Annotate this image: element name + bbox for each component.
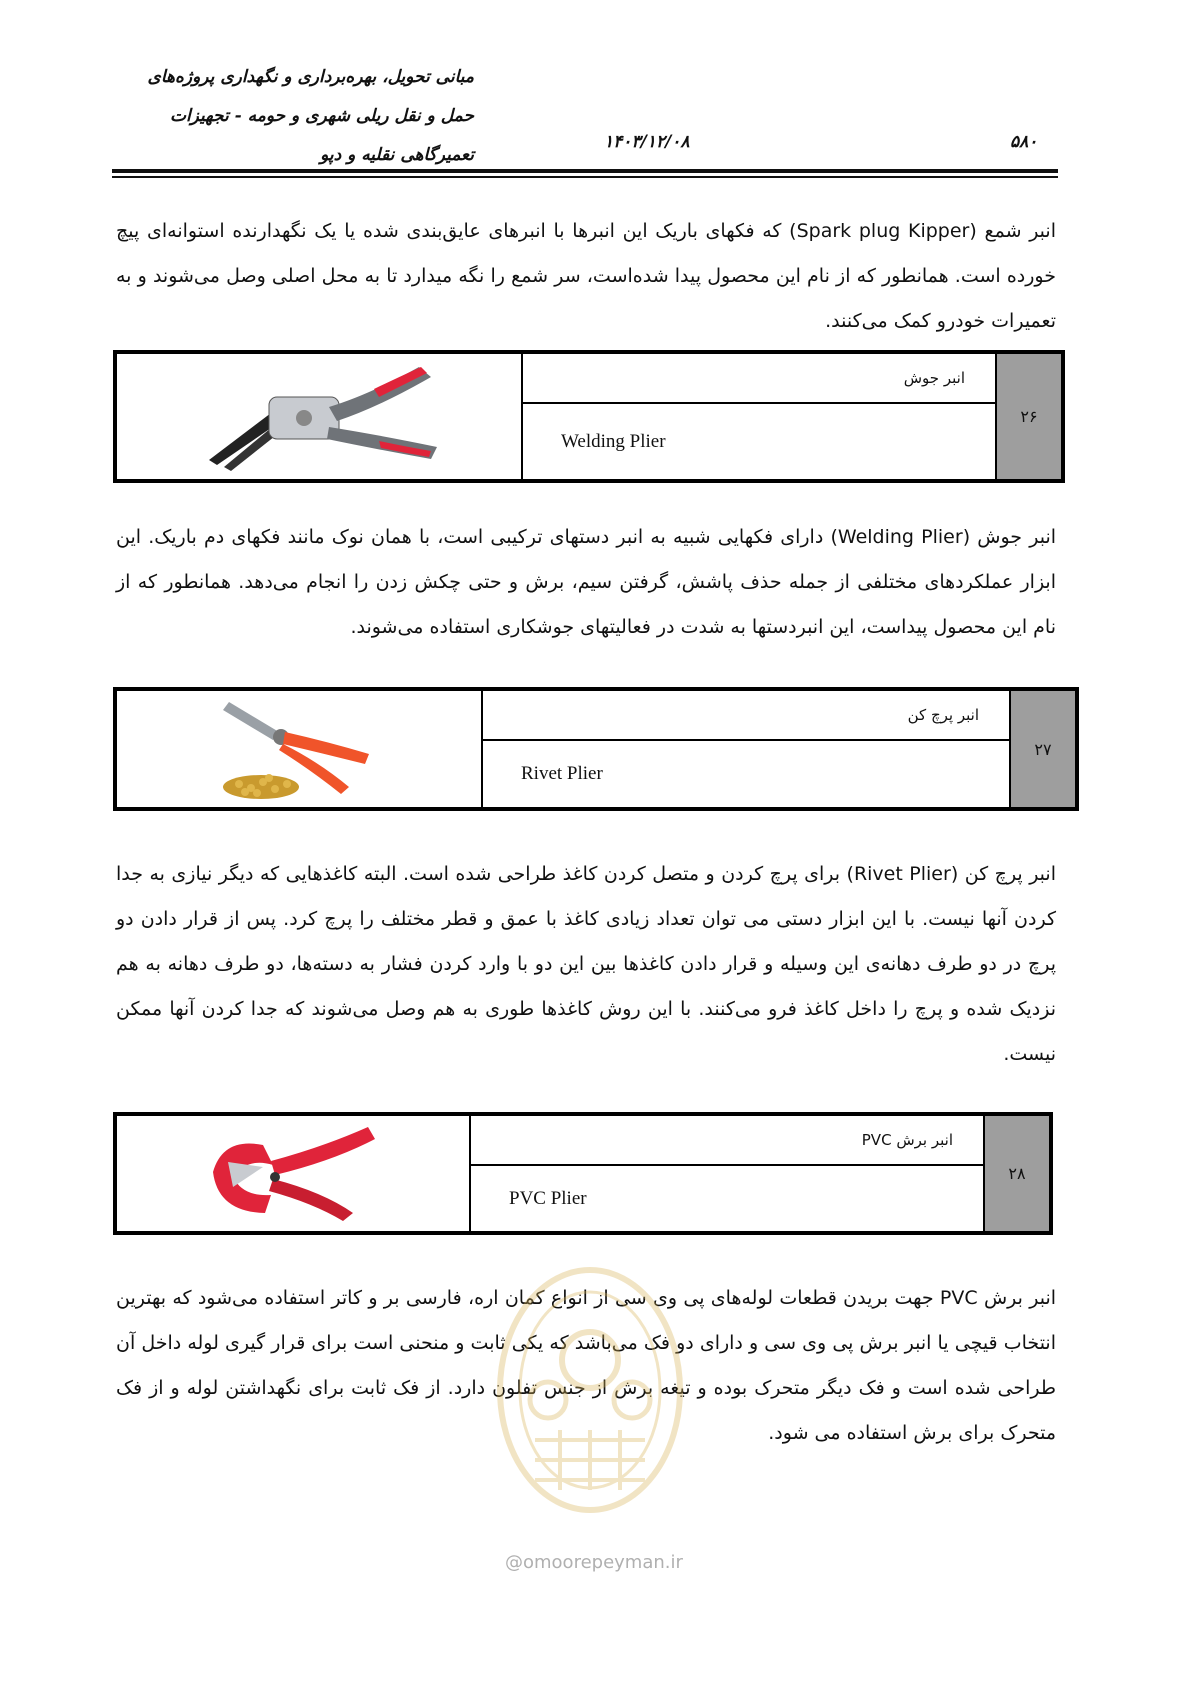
rivet-plier-name-fa: انبر پرچ کن [482,689,1010,740]
pvc-plier-name-fa: انبر برش PVC [470,1114,984,1165]
tool-row-welding-plier [113,350,1065,483]
document-header [134,58,474,175]
tool-row-rivet-plier [113,687,1079,811]
welding-plier-icon [169,355,469,475]
header-title-line1: مبانی تحویل، بهره‌برداری و نگهداری پروژه‌های [147,67,474,87]
header-rule-thick [112,169,1058,173]
header-title-line3: تعمیرگاهی نقلیه و دپو [320,145,474,165]
welding-plier-name-fa: انبر جوش [522,352,996,403]
rivet-plier-icon [199,692,399,802]
welding-plier-name-en: Welding Plier [522,403,996,481]
paragraph-pvc-text: انبر برش PVC جهت بریدن قطعات لوله‌های پی وی سی از انواع کمان اره، فارسی بر و کاتر استفاده می‌شود که بهترین انتخاب قیچی یا انبر برش پی وی سی و دارای دو فک می‌باشد که یکی ثابت و منحنی است برای قرار گیری لوله داخل آن طراحی شده است و فک دیگر متحرک بوده و تیغه برش از جنس تفلون دارد. از فک ثابت برای نگهداشتن لوله و از فک متحرک برای برش استفاده می شود. [116,1287,1057,1444]
welding-plier-number: ۲۶ [996,352,1063,481]
paragraph-spark-plug [116,209,1056,344]
rivet-plier-image [115,689,482,809]
pvc-plier-name-en: PVC Plier [470,1165,984,1233]
rivet-plier-number: ۲۷ [1010,689,1077,809]
paragraph-welding [116,515,1056,650]
paragraph-spark-plug-text: انبر شمع (Spark plug Kipper) که فکهای باریک این انبرها با انبرهای عایق‌بندی شده یا یک نگهدارنده استوانه‌ای پیچ خورده است. همانطور که از نام این محصول پیدا شده‌است، سر شمع را نگه میدارد تا به محل اصلی وصل می‌شوند و به تعمیرات خودرو کمک می‌کنند. [116,220,1056,332]
pvc-plier-image [115,1114,470,1233]
paragraph-rivet [116,852,1056,1077]
rivet-plier-name-en: Rivet Plier [482,740,1010,809]
header-rule-thin [112,176,1058,178]
watermark-seal [490,1260,690,1540]
tool-row-pvc-plier [113,1112,1053,1235]
pvc-plier-number: ۲۸ [984,1114,1051,1233]
welding-plier-image [115,352,522,481]
header-title-line2: حمل و نقل ریلی شهری و حومه - تجهیزات [169,106,474,126]
paragraph-rivet-text: انبر پرچ کن (Rivet Plier) برای پرچ کردن و متصل کردن کاغذ طراحی شده است. البته کاغذهایی که دیگر نیازی به جدا کردن آنها نیست. با این ابزار دستی می توان تعداد زیادی کاغذ با عمق و قطر مختلف را پرچ کرد. پس از قرار دادن دو پرچ در دو طرف دهانه‌ی این وسیله و قرار دادن کاغذها بین این دو با وارد کردن فشار به دسته‌ها، دو طرف دهانه به هم نزدیک شده و پرچ را داخل کاغذ فرو می‌کنند. با این روش کاغذها طوری به هم وصل می‌شوند که جدا کردن آنها ممکن نیست. [116,863,1056,1065]
page-number: ۵۸۰ [1010,132,1038,152]
watermark-site: @omoorepeyman.ir [505,1552,683,1573]
paragraph-welding-text: انبر جوش (Welding Plier) دارای فکهایی شبیه به انبر دستهای ترکیبی است، با همان نوک مانند فکهای دم باریک. این ابزار عملکردهای مختلفی از جمله حذف پاشش، گرفتن سیم، برش و حتی چکش زدن را انجام می‌دهد. همانطور که از نام این محصول پیداست، این انبردستها به شدت در فعالیتهای جوشکاری استفاده می‌شوند. [116,526,1057,638]
header-date: ۱۴۰۳/۱۲/۰۸ [604,132,690,152]
pvc-plier-icon [193,1117,393,1227]
